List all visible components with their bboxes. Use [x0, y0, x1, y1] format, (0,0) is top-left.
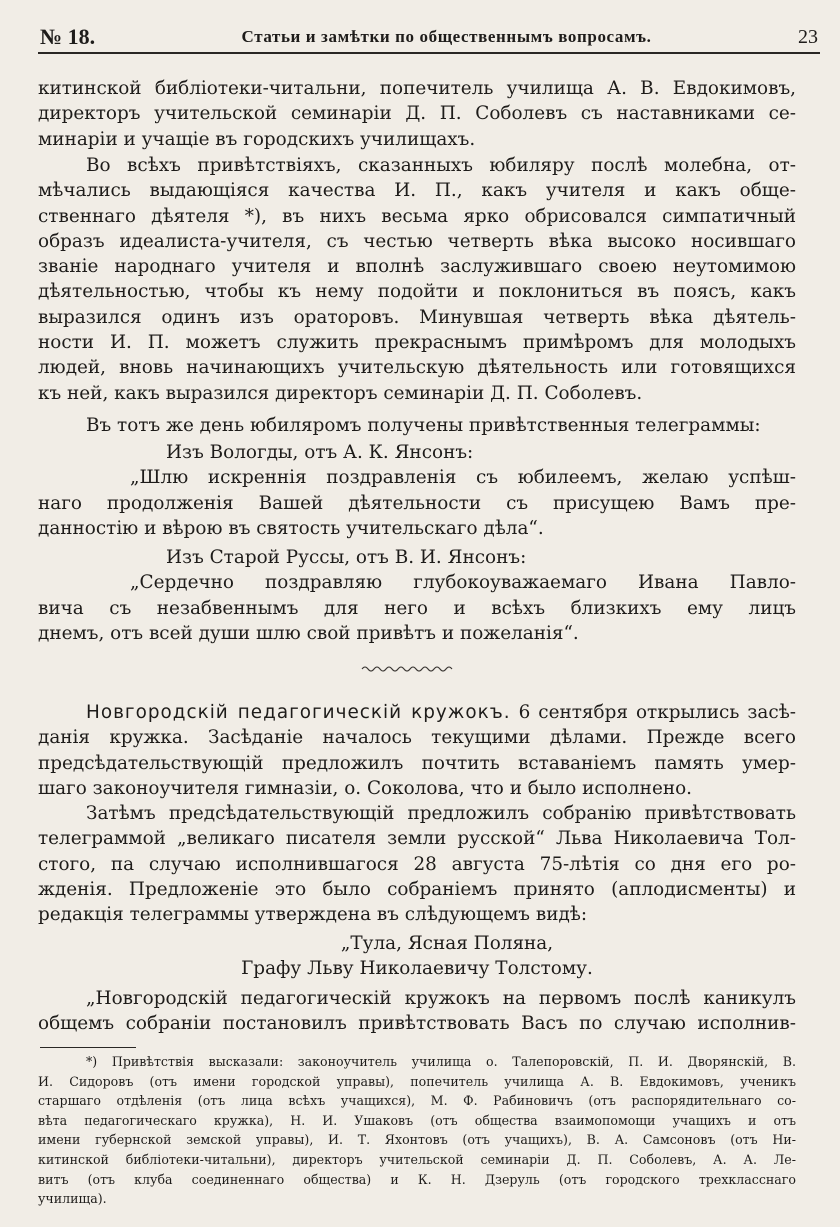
address-line: Графу Льву Николаевичу Толстому. [241, 958, 593, 980]
section-title: Статьи и замѣтки по общественнымъ вопросамъ. [241, 27, 652, 46]
text-line: стого, па случаю исполнившагося 28 августа 75-лѣтія со дня его ро- [38, 853, 796, 875]
text-line: мѣчались выдающіяся качества И. П., какъ учителя и какъ обще- [38, 180, 796, 202]
text-line: къ ней, какъ выразился директоръ семинаріи Д. П. Соболевъ. [38, 382, 643, 404]
telegram-sender: Изъ Старой Руссы, отъ В. И. Янсонъ: [166, 547, 527, 568]
text-line: Во всѣхъ привѣтствіяхъ, сказанныхъ юбиляру послѣ молебна, от- [86, 155, 796, 176]
text-line: людей, вновь начинающихъ учительскую дѣятельность или готовящихся [38, 357, 796, 379]
telegram-address [38, 931, 796, 982]
telegram-sender: Изъ Вологды, отъ А. К. Янсонъ: [166, 442, 474, 463]
text-line: выразился одинъ изъ ораторовъ. Минувшая четверть вѣка дѣятель- [38, 306, 796, 328]
running-header [40, 20, 818, 54]
text-line: „Шлю искреннія поздравленія съ юбилеемъ, желаю успѣш- [130, 467, 796, 489]
text-line: днемъ, отъ всей души шлю свой привѣтъ и пожеланія“. [38, 622, 579, 644]
text-line: директоръ учительской семинаріи Д. П. Соболевъ съ наставниками се- [38, 103, 796, 125]
footnote-line: китинской библіотеки-читальни), директоръ учительской семинаріи Д. П. Соболевъ, А. А. Ле- [38, 1151, 796, 1167]
text-line: шаго законоучителя гимназіи, о. Соколова, что и было исполнено. [38, 777, 692, 799]
page-number: 23 [797, 25, 818, 48]
footnote [38, 1052, 796, 1209]
footnote-line: И. Сидоровъ (отъ имени городской управы), попечитель училища А. В. Евдокимовъ, ученикъ [38, 1073, 796, 1089]
text-line: редакція телеграммы утверждена въ слѣдующемъ видѣ: [38, 904, 588, 926]
text-line: жденія. Предложеніе это было собраніемъ принято (аплодисменты) и [38, 878, 796, 900]
paragraph-2 [38, 153, 796, 406]
text-line: наго продолженія Вашей дѣятельности съ присущею Вамъ пре- [38, 492, 796, 514]
text-line: телеграммой „великаго писателя земли русской“ Льва Николаевича Тол- [38, 828, 796, 850]
telegram-2 [38, 545, 796, 646]
text-line: вича съ незабвеннымъ для него и всѣхъ близкихъ ему лицъ [38, 597, 796, 619]
text-line: Въ тотъ же день юбиляромъ получены привѣтственныя телеграммы: [86, 415, 761, 436]
issue-number: № 18. [40, 24, 96, 49]
text-line: ности И. П. можетъ служить прекраснымъ примѣромъ для молодыхъ [38, 332, 796, 354]
text-fragment: 6 сентября открылись засѣ- [510, 702, 796, 723]
paragraph-1 [38, 76, 796, 152]
footnote-line: имени губернской земской управы), И. Т. Яхонтовъ (отъ учащихъ), В. А. Самсоновъ (отъ Ни- [38, 1132, 796, 1148]
header-rule [38, 52, 820, 54]
text-line: образъ идеалиста-учителя, съ честью четверть вѣка высоко носившаго [38, 230, 796, 252]
ornament-divider [360, 664, 456, 674]
address-line: „Тула, Ясная Поляна, [340, 933, 554, 954]
text-line: дѣятельностью, чтобы къ нему подойти и поклониться въ поясъ, какъ [38, 281, 796, 303]
text-line: данностію и вѣрою въ святость учительскаго дѣла“. [38, 517, 544, 539]
paragraph-6 [38, 986, 796, 1037]
text-line: званіе народнаго учителя и вполнѣ заслужившаго своею неутомимою [38, 256, 796, 278]
text-line: общемъ собраніи постановилъ привѣтствовать Васъ по случаю исполнив- [38, 1013, 796, 1035]
text-line: минаріи и учащіе въ городскихъ училищахъ. [38, 128, 476, 150]
footnote-line: витъ (отъ клуба соединеннаго общества) и К. Н. Дзеруль (отъ городского трехкласснаго [38, 1171, 796, 1187]
text-line: данія кружка. Засѣданіе началось текущими дѣлами. Прежде всего [38, 727, 796, 749]
footnote-rule [40, 1047, 136, 1048]
text-line: „Сердечно поздравляю глубокоуважаемаго Ивана Павло- [130, 572, 796, 594]
telegram-1 [38, 440, 796, 541]
footnote-line: *) Привѣтствія высказали: законоучитель училища о. Талепоровскій, П. И. Дворянскій, В. [86, 1054, 796, 1069]
footnote-line: училища). [38, 1191, 107, 1207]
text-line [38, 700, 796, 725]
paragraph-5 [38, 801, 796, 927]
footnote-line: старшаго отдѣленія (отъ лица всѣхъ учащихся), М. Ф. Рабиновичъ (отъ распорядительнаго со- [38, 1093, 796, 1109]
paragraph-4 [38, 700, 796, 801]
text-line: китинской библіотеки-читальни, попечитель училища А. В. Евдокимовъ, [38, 78, 796, 99]
text-line: Затѣмъ предсѣдательствующій предложилъ собранію привѣтствовать [86, 803, 796, 824]
section-heading: Новгородскій педагогическій кружокъ. [86, 702, 511, 723]
text-line: „Новгородскій педагогическій кружокъ на первомъ послѣ каникулъ [86, 988, 796, 1009]
text-line: ственнаго дѣятеля *), въ нихъ весьма ярко обрисовался симпатичный [38, 205, 796, 227]
text-line: предсѣдательствующій предложилъ почтить вставаніемъ память умер- [38, 752, 796, 774]
paragraph-3 [38, 413, 796, 438]
footnote-line: вѣта педагогическаго кружка), Н. И. Ушаковъ (отъ общества взаимопомощи учащихъ и отъ [38, 1112, 796, 1128]
